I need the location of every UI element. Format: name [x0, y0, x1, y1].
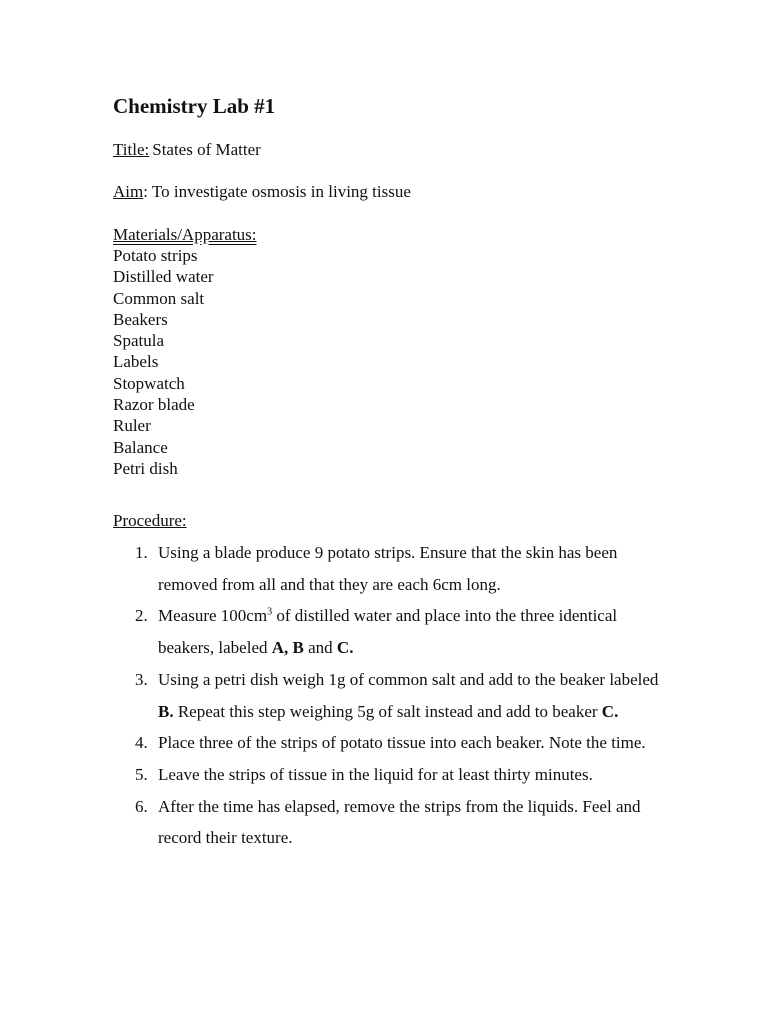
- materials-item: Beakers: [113, 309, 168, 329]
- title-label: Title:: [113, 140, 150, 159]
- materials-heading: Materials/Apparatus:: [113, 225, 257, 244]
- title-value: States of Matter: [152, 140, 261, 159]
- step-text: Measure 100cm: [158, 606, 268, 626]
- materials-item: Common salt: [113, 288, 205, 308]
- aim-label: Aim: [113, 182, 144, 201]
- beaker-label: C.: [336, 638, 354, 658]
- step-number: 2.: [135, 606, 148, 626]
- beaker-label: B.: [158, 701, 174, 721]
- materials-item: Stopwatch: [113, 373, 185, 393]
- procedure-step: [113, 537, 673, 600]
- superscript: 3: [267, 606, 273, 618]
- step-text: Using a petri dish weigh 1g of common salt and add to the beaker labeled: [158, 669, 659, 689]
- title-line: [113, 139, 261, 161]
- materials-item: Ruler: [113, 416, 151, 436]
- step-number: 4.: [135, 733, 148, 753]
- materials-item: Petri dish: [113, 458, 178, 478]
- procedure-step: [113, 664, 673, 727]
- step-text: and: [303, 638, 337, 658]
- step-number: 1.: [135, 543, 148, 562]
- materials-item: Spatula: [113, 331, 164, 351]
- materials-item: Potato strips: [113, 246, 198, 265]
- procedure-step: [113, 600, 673, 663]
- materials-item: Razor blade: [113, 395, 195, 415]
- step-text: Place three of the strips of potato tissue into each beaker. Note the time.: [158, 733, 646, 753]
- document-heading: Chemistry Lab #1: [113, 94, 276, 118]
- step-number: 3.: [135, 669, 148, 689]
- procedure-step: [113, 791, 673, 854]
- aim-value: : To investigate osmosis in living tissue: [143, 182, 411, 201]
- step-text: Leave the strips of tissue in the liquid for at least thirty minutes.: [158, 764, 593, 784]
- step-number: 6.: [135, 796, 148, 816]
- step-text: Repeat this step weighing 5g of salt instead and add to beaker: [173, 701, 602, 721]
- step-number: 5.: [135, 764, 148, 784]
- procedure-heading: Procedure:: [113, 511, 187, 530]
- materials-item: Labels: [113, 352, 159, 372]
- procedure-steps: [113, 537, 673, 854]
- procedure-step: [113, 759, 673, 791]
- materials-list: [113, 245, 214, 479]
- beaker-label: A, B: [271, 638, 304, 658]
- materials-item: Distilled water: [113, 267, 214, 287]
- beaker-label: C.: [601, 701, 619, 721]
- procedure-step: [113, 727, 673, 759]
- aim-line: [113, 181, 411, 203]
- materials-item: Balance: [113, 437, 168, 457]
- step-text: of distilled water and place into the three identical beakers, labeled: [158, 606, 618, 658]
- step-text: After the time has elapsed, remove the strips from the liquids. Feel and record their texture.: [158, 796, 641, 848]
- step-text: Using a blade produce 9 potato strips. Ensure that the skin has been removed from all and that they are each 6cm long.: [158, 543, 618, 594]
